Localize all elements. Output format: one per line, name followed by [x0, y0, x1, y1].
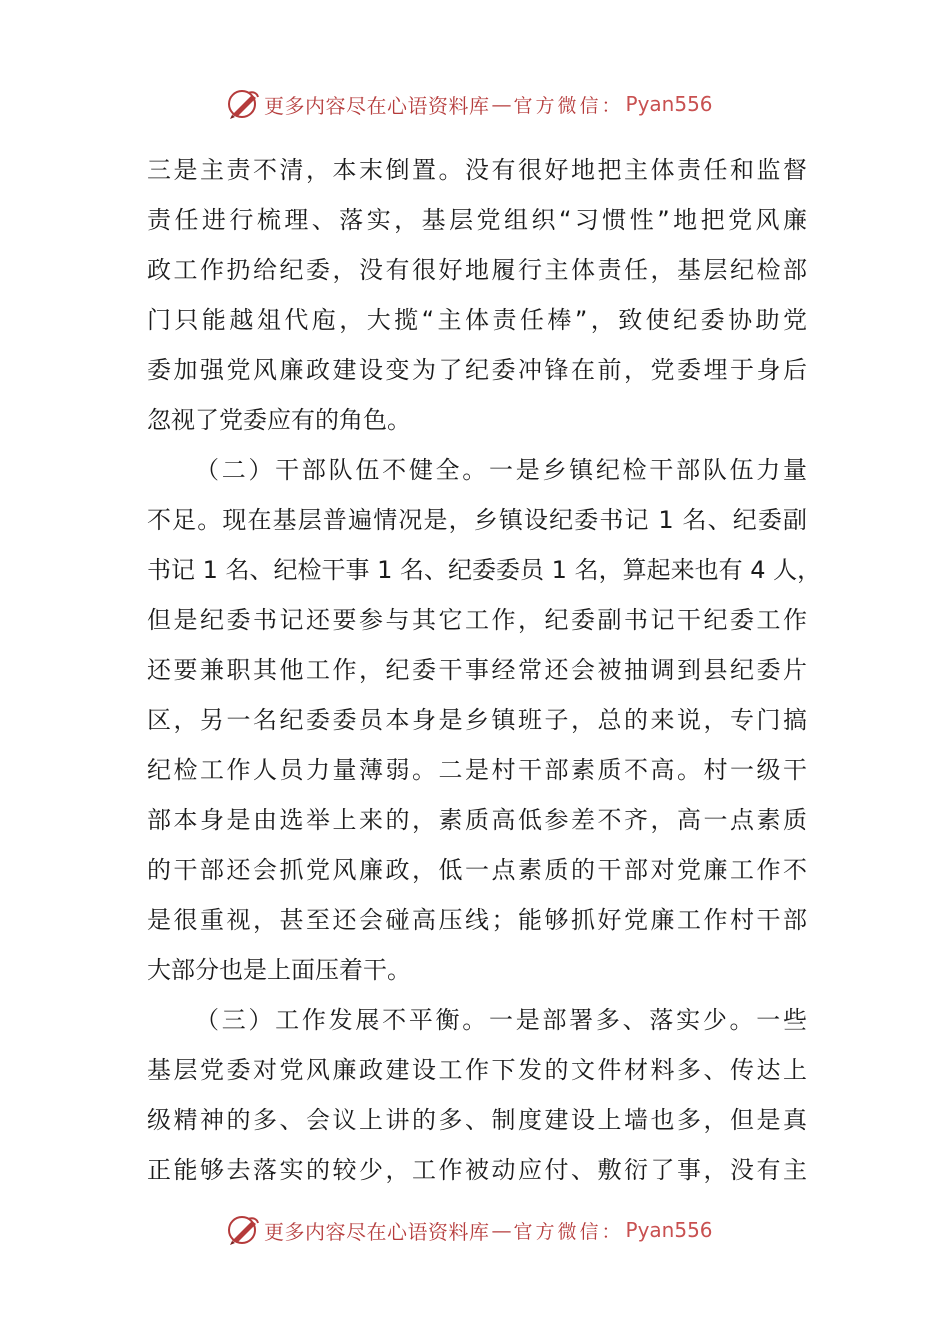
text-line: 基层党委对党风廉政建设工作下发的文件材料多、传达上	[147, 1056, 807, 1084]
text-line: 纪检工作人员力量薄弱。二是村干部素质不高。村一级干	[147, 756, 807, 784]
text-line: 区，另一名纪委委员本身是乡镇班子，总的来说，专门搞	[147, 706, 807, 734]
text-line: 政工作扔给纪委，没有很好地履行主体责任，基层纪检部	[147, 256, 807, 284]
text-line: 大部分也是上面压着干。	[147, 956, 411, 984]
text-line: 委加强党风廉政建设变为了纪委冲锋在前，党委埋于身后	[147, 356, 807, 384]
text-line: 书记 1 名、纪检干事 1 名、纪委委员 1 名，算起来也有 4 人，	[147, 556, 822, 584]
watermark-wechat-label: 官方微信：	[513, 1220, 624, 1243]
header-watermark	[226, 84, 746, 124]
watermark-site-text: 更多内容尽在心语资料库	[264, 1219, 490, 1244]
text-line: 级精神的多、会议上讲的多、制度建设上墙也多，但是真	[147, 1106, 807, 1134]
watermark-separator: —	[491, 1218, 512, 1242]
watermark-separator: —	[491, 92, 512, 116]
pen-logo-icon	[226, 1213, 260, 1247]
watermark-wechat-label: 官方微信：	[513, 94, 624, 117]
text-line: 但是纪委书记还要参与其它工作，纪委副书记干纪委工作	[147, 606, 807, 634]
text-line: 责任进行梳理、落实，基层党组织“习惯性”地把党风廉	[147, 206, 807, 234]
watermark-wechat-id: Pyan556	[625, 1218, 713, 1242]
text-line: 不足。现在基层普遍情况是，乡镇设纪委书记 1 名、纪委副	[147, 506, 807, 534]
watermark-wechat-id: Pyan556	[625, 92, 713, 116]
text-line: 还要兼职其他工作，纪委干事经常还会被抽调到县纪委片	[147, 656, 807, 684]
paragraph	[147, 145, 807, 445]
text-line: 是很重视，甚至还会碰高压线；能够抓好党廉工作村干部	[147, 906, 807, 934]
watermark-site-text: 更多内容尽在心语资料库	[264, 93, 490, 118]
footer-watermark	[226, 1210, 746, 1250]
pen-logo-icon	[226, 87, 260, 121]
body-text	[147, 145, 822, 1195]
text-line: （三）工作发展不平衡。一是部署多、落实少。一些	[195, 1006, 807, 1034]
text-line: 的干部还会抓党风廉政，低一点素质的干部对党廉工作不	[147, 856, 807, 884]
text-line: 正能够去落实的较少，工作被动应付、敷衍了事，没有主	[147, 1156, 807, 1184]
text-line: 门只能越俎代庖，大揽“主体责任棒”，致使纪委协助党	[147, 306, 807, 334]
text-line: 忽视了党委应有的角色。	[147, 406, 411, 434]
text-line: 三是主责不清，本末倒置。没有很好地把主体责任和监督	[147, 156, 807, 184]
paragraph	[147, 445, 822, 995]
text-line: 部本身是由选举上来的，素质高低参差不齐，高一点素质	[147, 806, 807, 834]
paragraph	[147, 995, 807, 1195]
text-line: （二）干部队伍不健全。一是乡镇纪检干部队伍力量	[195, 456, 807, 484]
